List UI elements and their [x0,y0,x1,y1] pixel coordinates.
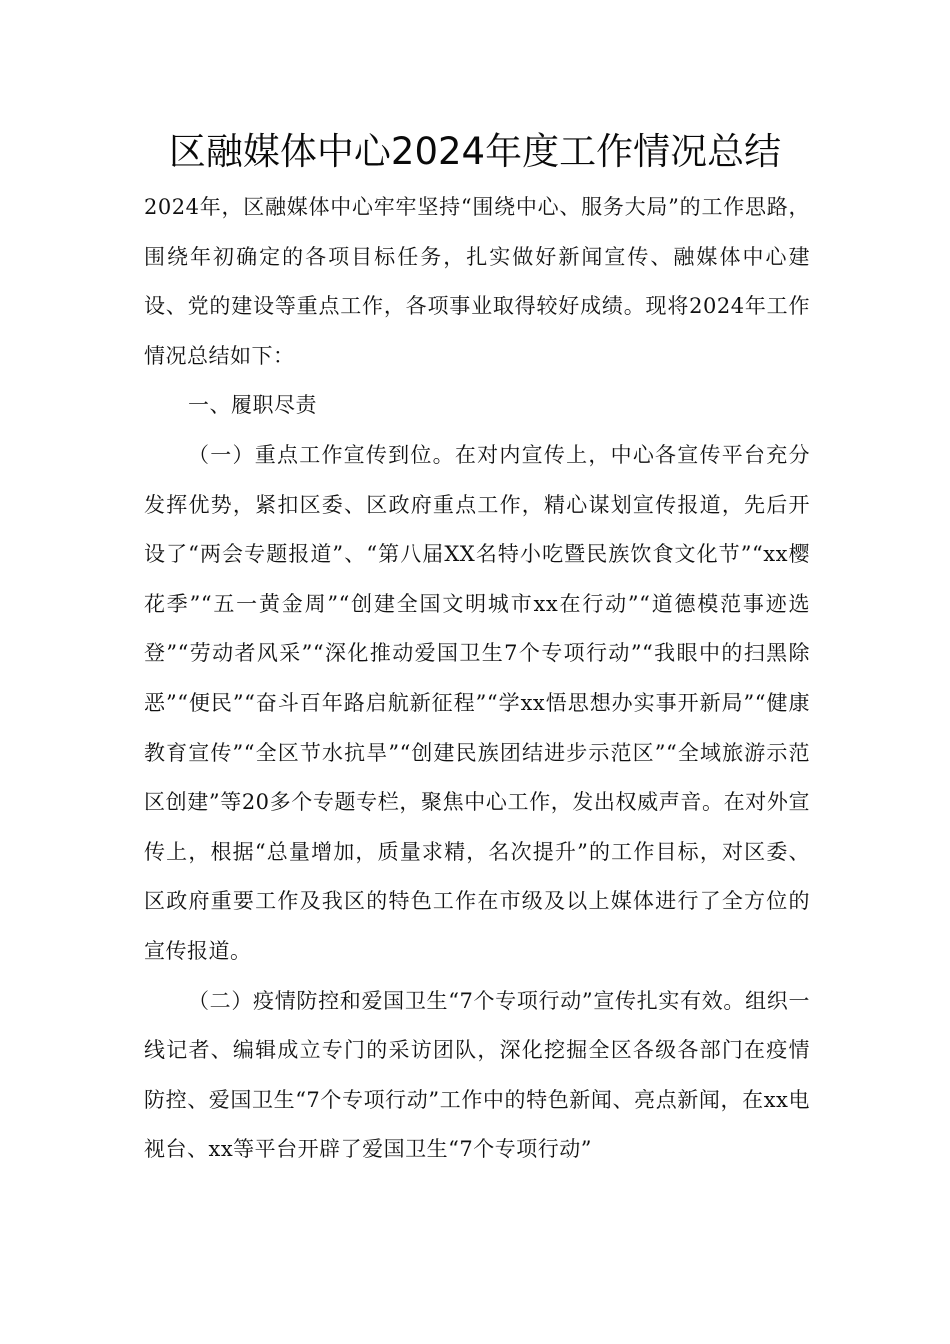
intro-paragraph: 2024年，区融媒体中心牢牢坚持“围绕中心、服务大局”的工作思路，围绕年初确定的各项目标任务，扎实做好新闻宣传、融媒体中心建设、党的建设等重点工作，各项事业取得较好成绩。现将2024年工作情况总结如下： [144,195,810,368]
document-title: 区融媒体中心2024年度工作情况总结 [168,130,782,173]
section-heading: 一、履职尽责 [188,393,317,418]
document-body [144,183,810,1175]
body-paragraph: （一）重点工作宣传到位。在对内宣传上，中心各宣传平台充分发挥优势，紧扣区委、区政府重点工作，精心谋划宣传报道，先后开设了“两会专题报道”、“第八届XX名特小吃暨民族饮食文化节”“xx樱花季”“五一黄金周”“创建全国文明城市xx在行动”“道德模范事迹选登”“劳动者风采”“深化推动爱国卫生7个专项行动”“我眼中的扫黑除恶”“便民”“奋斗百年路启航新征程”“学xx悟思想办实事开新局”“健康教育宣传”“全区节水抗旱”“创建民族团结进步示范区”“全域旅游示范区创建”等20多个专题专栏，聚焦中心工作，发出权威声音。在对外宣传上，根据“总量增加，质量求精，名次提升”的工作目标，对区委、区政府重要工作及我区的特色工作在市级及以上媒体进行了全方位的宣传报道。 [144,442,810,963]
body-paragraph: （二）疫情防控和爱国卫生“7个专项行动”宣传扎实有效。组织一线记者、编辑成立专门的采访团队，深化挖掘全区各级各部门在疫情防控、爱国卫生“7个专项行动”工作中的特色新闻、亮点新闻，在xx电视台、xx等平台开辟了爱国卫生“7个专项行动” [144,988,810,1162]
